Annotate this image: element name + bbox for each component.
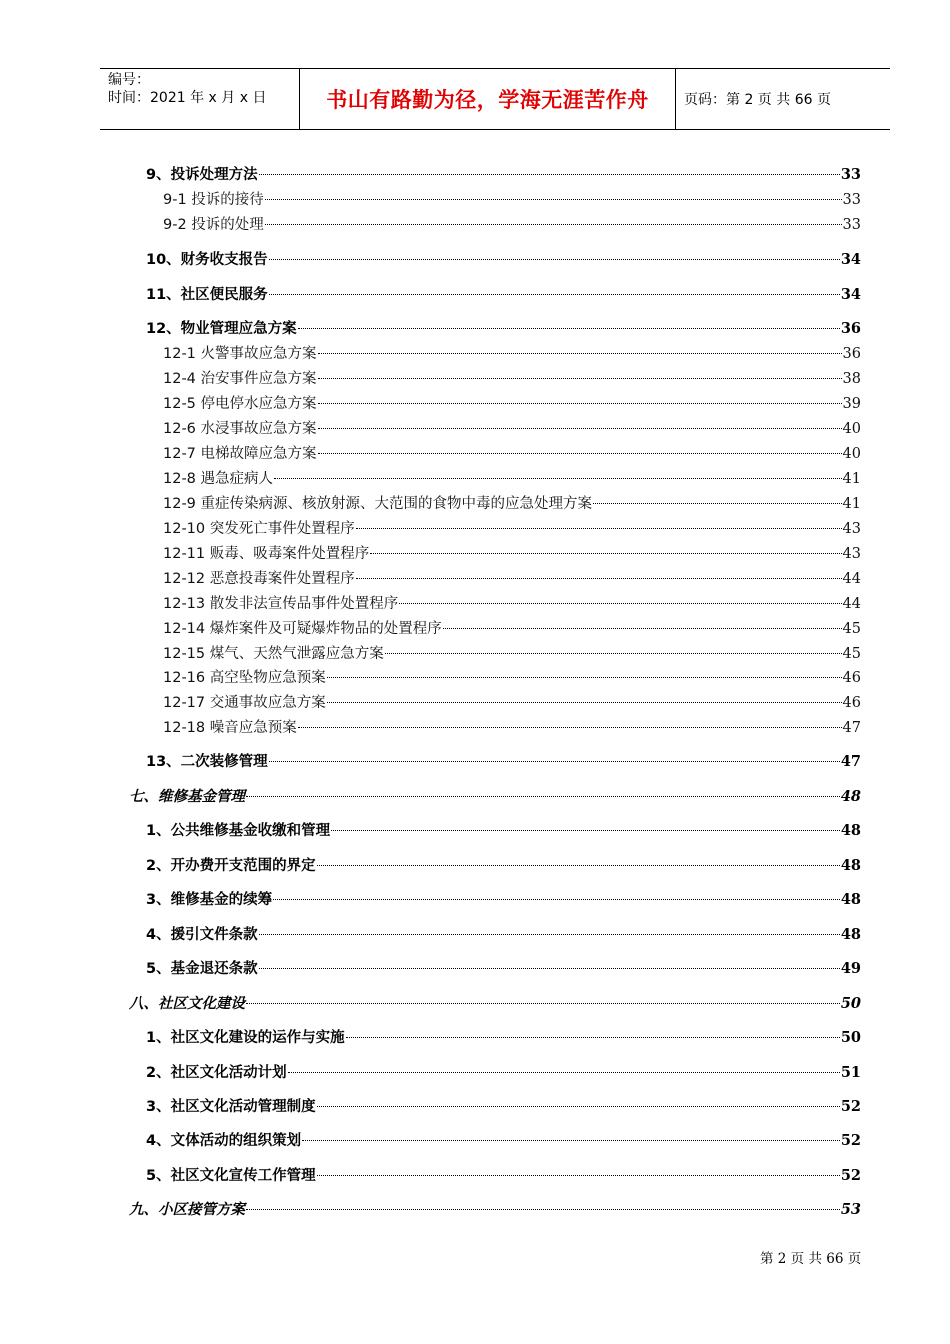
toc-entry[interactable] [163, 718, 861, 738]
toc-dot-leader [259, 968, 840, 969]
toc-entry[interactable] [163, 693, 861, 713]
toc-dot-leader [356, 578, 842, 579]
toc-dot-leader [273, 899, 840, 900]
toc-dot-leader [298, 727, 842, 728]
toc-entry-page: 51 [840, 1064, 861, 1081]
toc-entry[interactable] [146, 959, 861, 979]
toc-entry[interactable] [146, 165, 861, 185]
toc-entry-title: 9-1 投诉的接待 [163, 192, 264, 208]
toc-entry-page: 46 [842, 695, 861, 711]
toc-entry-page: 36 [842, 346, 861, 362]
toc-dot-leader [265, 224, 842, 225]
toc-dot-leader [399, 603, 841, 604]
toc-entry-page: 36 [840, 320, 861, 337]
toc-dot-leader [274, 478, 842, 479]
toc-entry-title: 12-7 电梯故障应急方案 [163, 446, 317, 462]
toc-entry-page: 45 [842, 646, 861, 662]
toc-entry-title: 12-15 煤气、天然气泄露应急方案 [163, 646, 384, 662]
toc-entry-title: 3、社区文化活动管理制度 [146, 1099, 316, 1115]
toc-dot-leader [298, 328, 840, 329]
toc-entry-title: 12-6 水浸事故应急方案 [163, 421, 317, 437]
toc-entry-title: 12-9 重症传染病源、核放射源、大范围的食物中毒的应急处理方案 [163, 496, 593, 512]
toc-entry-page: 39 [842, 396, 861, 412]
toc-entry-title: 12-13 散发非法宣传品事件处置程序 [163, 596, 399, 612]
toc-dot-leader [593, 503, 842, 504]
toc-entry[interactable] [163, 668, 861, 688]
toc-entry-page: 48 [840, 857, 861, 874]
toc-dot-leader [317, 1175, 840, 1176]
toc-entry-title: 12-14 爆炸案件及可疑爆炸物品的处置程序 [163, 621, 442, 637]
toc-dot-leader [246, 796, 840, 797]
code-label: 编号： [108, 72, 150, 88]
toc-dot-leader [318, 378, 842, 379]
toc-entry-page: 45 [842, 621, 861, 637]
toc-entry[interactable] [163, 544, 861, 564]
toc-dot-leader [302, 1140, 840, 1141]
toc-entry-page: 50 [840, 995, 861, 1012]
toc-dot-leader [318, 428, 842, 429]
toc-entry[interactable] [163, 644, 861, 664]
toc-entry[interactable] [163, 215, 861, 235]
toc-entry[interactable] [146, 285, 861, 305]
toc-entry[interactable] [163, 444, 861, 464]
toc-entry[interactable] [129, 994, 861, 1014]
toc-entry-title: 5、社区文化宣传工作管理 [146, 1168, 316, 1184]
toc-entry-page: 33 [840, 166, 861, 183]
toc-entry-page: 44 [842, 571, 861, 587]
toc-entry-title: 12-16 高空坠物应急预案 [163, 670, 326, 686]
toc-dot-leader [265, 199, 842, 200]
toc-entry[interactable] [129, 1200, 861, 1220]
toc-entry-page: 33 [842, 217, 861, 233]
toc-dot-leader [443, 628, 842, 629]
toc-entry-page: 38 [842, 371, 861, 387]
toc-entry-page: 48 [840, 891, 861, 908]
toc-entry-title: 12-17 交通事故应急方案 [163, 695, 326, 711]
toc-entry-page: 46 [842, 670, 861, 686]
header-meta [100, 69, 300, 129]
toc-entry[interactable] [163, 519, 861, 539]
toc-entry-title: 12-11 贩毒、吸毒案件处置程序 [163, 546, 370, 562]
toc-entry[interactable] [146, 925, 861, 945]
toc-entry-page: 44 [842, 596, 861, 612]
toc-dot-leader [356, 528, 842, 529]
toc-entry-title: 九、小区接管方案 [129, 1202, 245, 1218]
toc-dot-leader [346, 1037, 840, 1038]
toc-entry[interactable] [163, 569, 861, 589]
toc-entry[interactable] [146, 752, 861, 772]
toc-entry-title: 9-2 投诉的处理 [163, 217, 264, 233]
toc-entry[interactable] [163, 344, 861, 364]
header-page-label: 页码：第 2 页 共 66 页 [684, 92, 831, 108]
toc-entry-title: 11、社区便民服务 [146, 287, 268, 303]
toc-dot-leader [317, 865, 840, 866]
toc-entry-title: 七、维修基金管理 [129, 789, 245, 805]
toc-entry[interactable] [146, 319, 861, 339]
toc-entry-title: 1、社区文化建设的运作与实施 [146, 1030, 345, 1046]
toc-entry-title: 12-5 停电停水应急方案 [163, 396, 317, 412]
toc-entry-title: 3、维修基金的续筹 [146, 892, 273, 908]
toc-dot-leader [331, 830, 840, 831]
toc-dot-leader [327, 702, 842, 703]
toc-dot-leader [318, 453, 842, 454]
toc-entry[interactable] [163, 619, 861, 639]
toc-entry-page: 53 [840, 1201, 861, 1218]
toc-entry-title: 12-12 恶意投毒案件处置程序 [163, 571, 355, 587]
toc-dot-leader [385, 653, 842, 654]
toc-dot-leader [327, 677, 842, 678]
toc-entry-title: 2、开办费开支范围的界定 [146, 858, 316, 874]
toc-entry[interactable] [146, 1131, 861, 1151]
toc-dot-leader [370, 553, 841, 554]
toc-dot-leader [269, 259, 840, 260]
toc-entry-page: 41 [842, 496, 861, 512]
toc-entry-page: 34 [840, 286, 861, 303]
toc-entry[interactable] [163, 469, 861, 489]
toc-entry-title: 12-8 遇急症病人 [163, 471, 274, 487]
toc-entry-page: 43 [842, 546, 861, 562]
toc-entry-page: 40 [842, 421, 861, 437]
toc-entry-title: 4、文体活动的组织策划 [146, 1133, 302, 1149]
toc-entry-title: 八、社区文化建设 [129, 996, 245, 1012]
toc-entry-title: 12-4 治安事件应急方案 [163, 371, 317, 387]
toc-dot-leader [259, 174, 840, 175]
toc-entry[interactable] [163, 369, 861, 389]
time-label: 时间：2021 年 x 月 x 日 [108, 90, 267, 106]
toc-entry-page: 47 [842, 720, 861, 736]
toc-entry-title: 12-10 突发死亡事件处置程序 [163, 521, 355, 537]
page-header [100, 68, 890, 130]
toc-entry-page: 50 [840, 1029, 861, 1046]
toc-dot-leader [318, 403, 842, 404]
toc-dot-leader [246, 1003, 840, 1004]
toc-dot-leader [246, 1209, 840, 1210]
toc-entry-title: 10、财务收支报告 [146, 252, 268, 268]
toc-entry-title: 2、社区文化活动计划 [146, 1065, 287, 1081]
toc-entry[interactable] [163, 190, 861, 210]
toc-dot-leader [259, 934, 840, 935]
toc-entry[interactable] [163, 419, 861, 439]
toc-entry[interactable] [129, 787, 861, 807]
toc-entry-title: 12、物业管理应急方案 [146, 321, 297, 337]
toc-dot-leader [317, 1106, 840, 1107]
toc-dot-leader [269, 294, 840, 295]
toc-entry-page: 48 [840, 822, 861, 839]
toc-entry[interactable] [163, 494, 861, 514]
toc-entry-page: 48 [840, 788, 861, 805]
toc-entry[interactable] [146, 1166, 861, 1186]
toc-entry-page: 40 [842, 446, 861, 462]
toc-dot-leader [269, 761, 840, 762]
toc-dot-leader [288, 1072, 840, 1073]
toc-entry[interactable] [146, 1028, 861, 1048]
toc-entry-title: 5、基金退还条款 [146, 961, 258, 977]
page-footer: 第 2 页 共 66 页 [760, 1251, 862, 1267]
toc-dot-leader [318, 353, 842, 354]
toc-entry-title: 12-1 火警事故应急方案 [163, 346, 317, 362]
toc-entry-page: 49 [840, 960, 861, 977]
toc-entry-title: 12-18 噪音应急预案 [163, 720, 297, 736]
toc-entry-title: 4、援引文件条款 [146, 927, 258, 943]
toc-entry-page: 41 [842, 471, 861, 487]
toc-entry-title: 1、公共维修基金收缴和管理 [146, 823, 331, 839]
toc-entry[interactable] [163, 394, 861, 414]
toc-entry-page: 47 [840, 753, 861, 770]
toc-entry[interactable] [146, 890, 861, 910]
toc-entry-page: 34 [840, 251, 861, 268]
toc-entry-page: 52 [840, 1167, 861, 1184]
toc-entry-page: 48 [840, 926, 861, 943]
toc-entry[interactable] [146, 250, 861, 270]
toc-entry[interactable] [146, 856, 861, 876]
toc-entry-page: 52 [840, 1098, 861, 1115]
toc-entry-page: 33 [842, 192, 861, 208]
toc-entry[interactable] [146, 821, 861, 841]
toc-entry[interactable] [146, 1063, 861, 1083]
toc-entry[interactable] [146, 1097, 861, 1117]
header-motto: 书山有路勤为径，学海无涯苦作舟 [300, 69, 676, 129]
toc-entry-title: 9、投诉处理方法 [146, 167, 258, 183]
toc-entry[interactable] [163, 594, 861, 614]
toc-entry-title: 13、二次装修管理 [146, 754, 268, 770]
toc-entry-page: 52 [840, 1132, 861, 1149]
toc-entry-page: 43 [842, 521, 861, 537]
